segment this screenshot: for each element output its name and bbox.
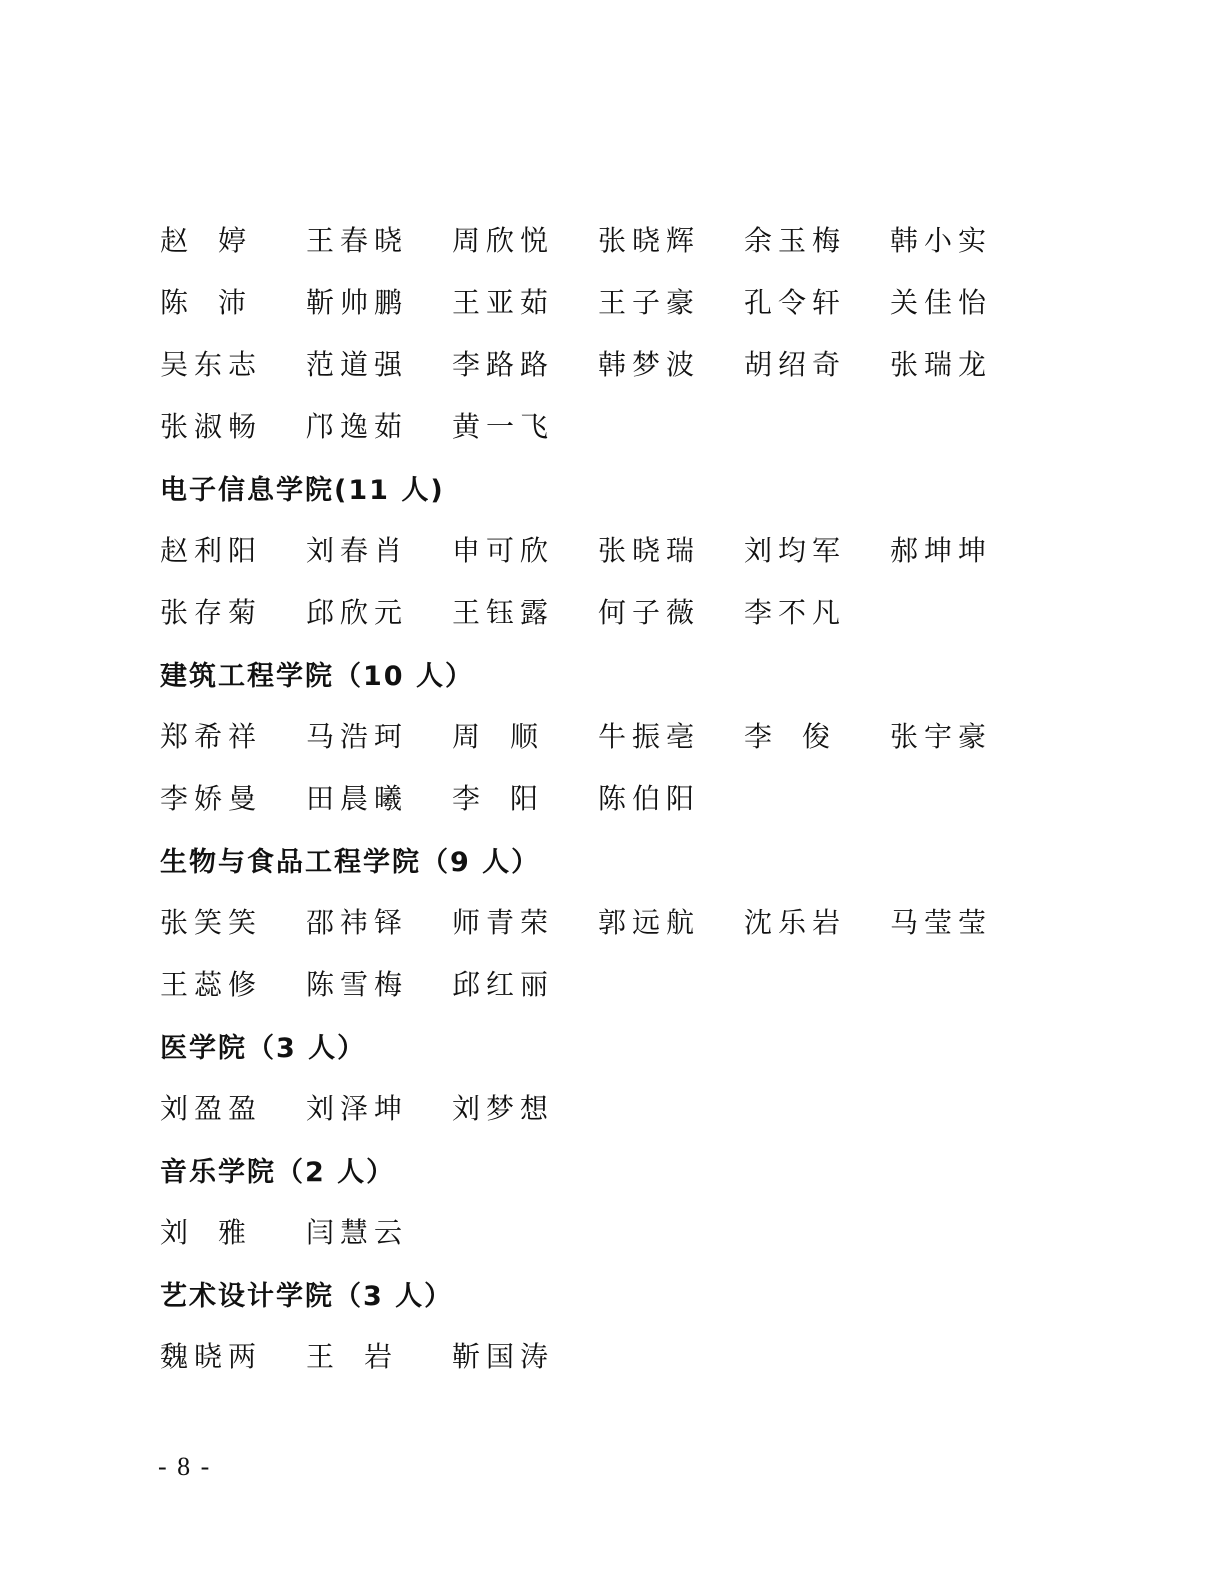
person-name: 王春晓 [306, 224, 409, 257]
person-name: 郑希祥 [160, 720, 263, 753]
person-name: 张晓瑞 [598, 534, 701, 567]
person-name: 邝逸茹 [306, 410, 409, 443]
person-name: 魏晓两 [160, 1340, 263, 1373]
name-row [160, 394, 1060, 456]
name-row [160, 766, 1060, 828]
person-name: 田晨曦 [306, 782, 409, 815]
name-row [160, 270, 1060, 332]
person-name: 刘盈盈 [160, 1092, 263, 1125]
name-row [160, 890, 1060, 952]
person-name: 陈伯阳 [598, 782, 701, 815]
name-row [160, 208, 1060, 270]
person-name: 沈乐岩 [744, 906, 847, 939]
person-name: 赵利阳 [160, 534, 263, 567]
section-heading: 艺术设计学院（3 人） [160, 1280, 454, 1312]
person-name: 刘泽坤 [306, 1092, 409, 1125]
section-heading: 建筑工程学院（10 人） [160, 660, 474, 692]
name-row [160, 952, 1060, 1014]
section-heading: 电子信息学院(11 人) [160, 474, 445, 506]
person-name: 王亚茹 [452, 286, 555, 319]
person-name: 刘雅 [160, 1216, 277, 1249]
person-name: 黄一飞 [452, 410, 555, 443]
section-heading: 医学院（3 人） [160, 1032, 367, 1064]
person-name: 张晓辉 [598, 224, 701, 257]
name-row [160, 580, 1060, 642]
person-name: 邵祎铎 [306, 906, 409, 939]
person-name: 闫慧云 [306, 1216, 409, 1249]
person-name: 马浩珂 [306, 720, 409, 753]
person-name: 王子豪 [598, 286, 701, 319]
name-row [160, 332, 1060, 394]
person-name: 王蕊修 [160, 968, 263, 1001]
section-heading: 生物与食品工程学院（9 人） [160, 846, 541, 878]
person-name: 何子薇 [598, 596, 701, 629]
person-name: 韩梦波 [598, 348, 701, 381]
person-name: 刘均军 [744, 534, 847, 567]
person-name: 吴东志 [160, 348, 263, 381]
person-name: 牛振亳 [598, 720, 701, 753]
name-row [160, 1200, 1060, 1262]
person-name: 刘春肖 [306, 534, 409, 567]
person-name: 张淑畅 [160, 410, 263, 443]
person-name: 师青荣 [452, 906, 555, 939]
person-name: 张存菊 [160, 596, 263, 629]
person-name: 邱红丽 [452, 968, 555, 1001]
person-name: 陈雪梅 [306, 968, 409, 1001]
person-name: 马莹莹 [890, 906, 993, 939]
person-name: 孔令轩 [744, 286, 847, 319]
person-name: 赵婷 [160, 224, 277, 257]
person-name: 申可欣 [452, 534, 555, 567]
person-name: 张笑笑 [160, 906, 263, 939]
person-name: 关佳怡 [890, 286, 993, 319]
name-list [160, 208, 1060, 1386]
person-name: 邱欣元 [306, 596, 409, 629]
person-name: 范道强 [306, 348, 409, 381]
person-name: 郭远航 [598, 906, 701, 939]
person-name: 周顺 [452, 720, 569, 753]
person-name: 王岩 [306, 1340, 423, 1373]
name-row [160, 1324, 1060, 1386]
person-name: 李阳 [452, 782, 569, 815]
person-name: 靳帅鹏 [306, 286, 409, 319]
person-name: 张瑞龙 [890, 348, 993, 381]
person-name: 陈沛 [160, 286, 277, 319]
person-name: 胡绍奇 [744, 348, 847, 381]
name-row [160, 1076, 1060, 1138]
person-name: 郝坤坤 [890, 534, 993, 567]
person-name: 靳国涛 [452, 1340, 555, 1373]
person-name: 张宇豪 [890, 720, 993, 753]
person-name: 王钰露 [452, 596, 555, 629]
person-name: 余玉梅 [744, 224, 847, 257]
name-row [160, 704, 1060, 766]
name-row [160, 518, 1060, 580]
person-name: 韩小实 [890, 224, 993, 257]
person-name: 李不凡 [744, 596, 847, 629]
page-number: - 8 - [158, 1452, 212, 1481]
person-name: 刘梦想 [452, 1092, 555, 1125]
person-name: 李俊 [744, 720, 861, 753]
person-name: 李娇曼 [160, 782, 263, 815]
section-heading: 音乐学院（2 人） [160, 1156, 396, 1188]
person-name: 李路路 [452, 348, 555, 381]
person-name: 周欣悦 [452, 224, 555, 257]
